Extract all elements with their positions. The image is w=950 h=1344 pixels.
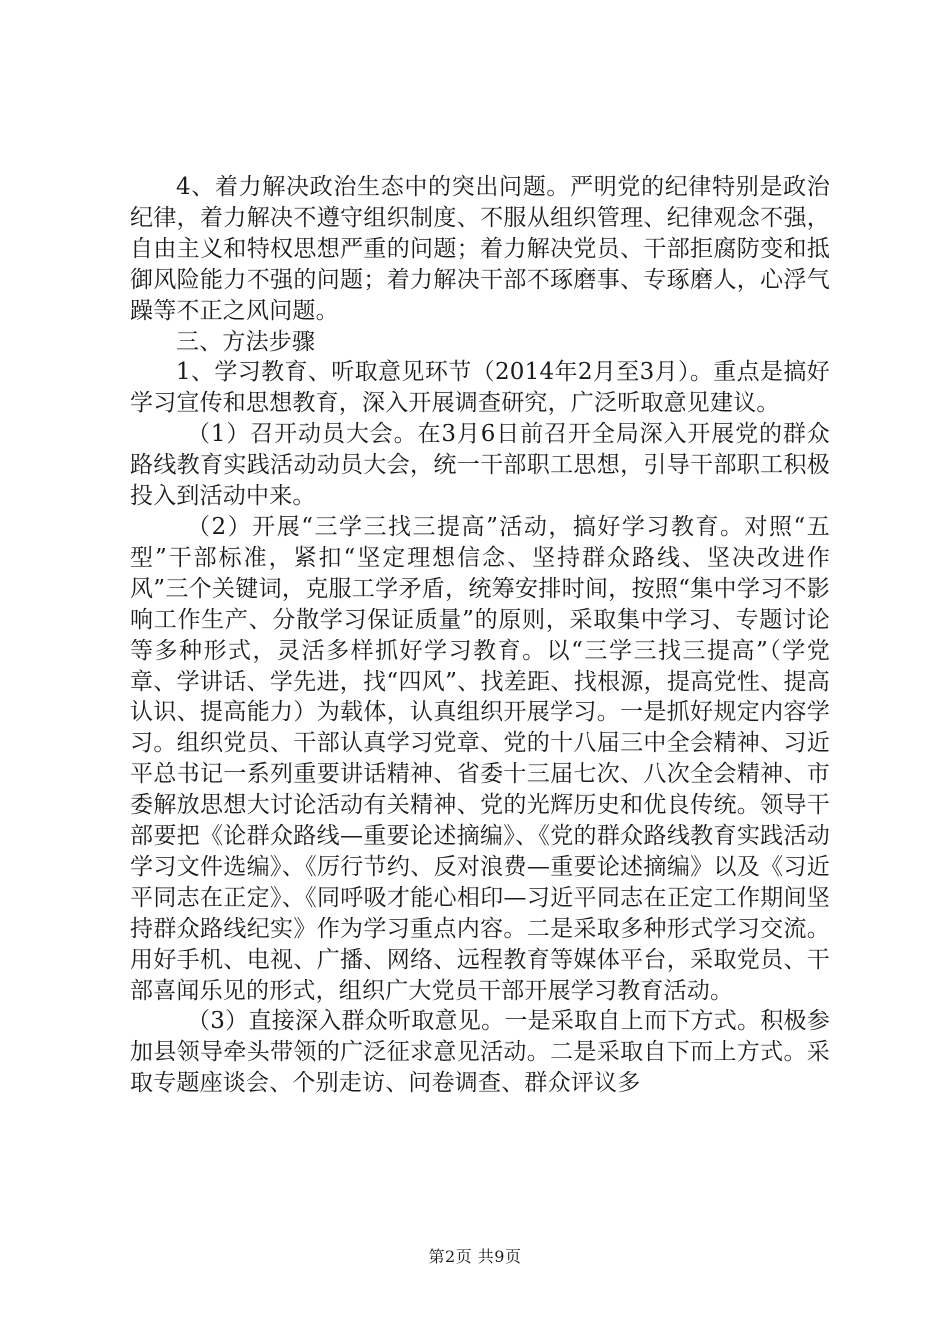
paragraph-study-stage: 1、学习教育、听取意见环节（2014年2月至3月）。重点是搞好学习宣传和思想教育，深入开展调查研究，广泛听取意见建议。	[130, 359, 830, 417]
document-body	[130, 172, 830, 1099]
page-footer: 第2页 共9页	[428, 1247, 522, 1266]
paragraph-mobilization-meeting: （1）召开动员大会。在3月6日前召开全局深入开展党的群众路线教育实践活动动员大会，统一干部职工思想，引导干部职工积极投入到活动中来。	[130, 421, 830, 510]
paragraph-listen-opinions: （3）直接深入群众听取意见。一是采取自上而下方式。积极参加县领导牵头带领的广泛征求意见活动。二是采取自下而上方式。采取专题座谈会、个别走访、问卷调查、群众评议多	[130, 1008, 830, 1097]
section-heading-methods: 三、方法步骤	[176, 328, 316, 355]
paragraph-political-ecology: 4、着力解决政治生态中的突出问题。严明党的纪律特别是政治纪律，着力解决不遵守组织制度、不服从组织管理、纪律观念不强，自由主义和特权思想严重的问题；着力解决党员、干部拒腐防变和抵御风险能力不强的问题；着力解决干部不琢磨事、专琢磨人，心浮气躁等不正之风问题。	[130, 174, 830, 324]
paragraph-study-activity: （2）开展“三学三找三提高”活动，搞好学习教育。对照“五型”干部标准，紧扣“坚定理想信念、坚持群众路线、坚决改进作风”三个关键词，克服工学矛盾，统筹安排时间，按照“集中学习不影响工作生产、分散学习保证质量”的原则，采取集中学习、专题讨论等多种形式，灵活多样抓好学习教育。以“三学三找三提高”（学党章、学讲话、学先进，找“四风”、找差距、找根源，提高党性、提高认识、提高能力）为载体，认真组织开展学习。一是抓好规定内容学习。组织党员、干部认真学习党章、党的十八届三中全会精神、习近平总书记一系列重要讲话精神、省委十三届七次、八次全会精神、市委解放思想大讨论活动有关精神、党的光辉历史和优良传统。领导干部要把《论群众路线—重要论述摘编》、《党的群众路线教育实践活动学习文件选编》、《厉行节约、反对浪费—重要论述摘编》以及《习近平同志在正定》、《同呼吸才能心相印—习近平同志在正定工作期间坚持群众路线纪实》作为学习重点内容。二是采取多种形式学习交流。用好手机、电视、广播、网络、远程教育等媒体平台，采取党员、干部喜闻乐见的形式，组织广大党员干部开展学习教育活动。	[130, 513, 830, 1004]
